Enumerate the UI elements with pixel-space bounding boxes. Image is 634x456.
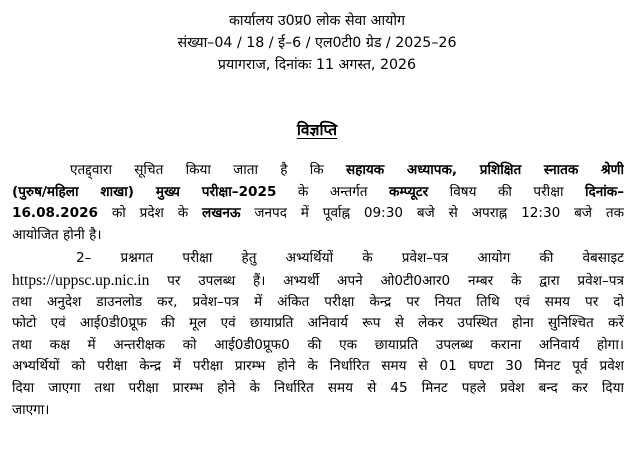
para1-line-4: आयोजित होनी है। [12, 226, 102, 243]
para2-line-2 [12, 270, 624, 292]
paragraph-2 [12, 248, 624, 421]
para1-line-3 [12, 203, 624, 225]
para2-line-4: फोटो एवं आई0डी0प्रूफ की मूल एवं छायाप्रति अनिवार्य रूप से लेकर उपस्थित होना सुनिश्चित करें [12, 315, 624, 332]
para1-line-2 [12, 182, 624, 204]
place-and-date: प्रयागराज, दिनांकः 11 अगस्त, 2026 [217, 57, 417, 73]
office-name: कार्यालय उ0प्र0 लोक सेवा आयोग [229, 13, 405, 29]
website-url: https://uppsc.up.nic.in [12, 271, 150, 289]
subject-name: कम्प्यूटर [389, 183, 429, 200]
para1-text: जनपद में पूर्वाह्न 09:30 बजे से अपराह्न 12:30 बजे तक [240, 205, 624, 222]
para2-line-5: तथा कक्ष में अन्तरीक्षक को आई0डी0प्रूफ0 की एक छायाप्रति उपलब्ध कराना अनिवार्य होगा। [12, 336, 624, 353]
para1-text: को प्रदेश के [98, 205, 202, 222]
date-label: दिनांक– [584, 183, 624, 200]
district-name: लखनऊ [201, 205, 241, 222]
para1-text: विषय की परीक्षा [428, 183, 585, 200]
post-name: सहायक अध्यापक, प्रशिक्षित स्नातक श्रेणी [345, 162, 624, 178]
notice-title [0, 119, 634, 141]
notice-body [12, 160, 624, 421]
para2-line-3: तथा अनुदेश डाउनलोड कर, प्रवेश–पत्र में अंकित परीक्षा केन्द्र पर नियत तिथि एवं समय पर दो [12, 293, 624, 310]
reference-number: संख्या–04 / 18 / ई–6 / एल0टी0 ग्रेड / 2025–26 [177, 35, 457, 51]
para1-line-1 [12, 160, 624, 182]
paragraph-1 [12, 160, 624, 246]
para1-text: के अन्तर्गत [276, 183, 390, 200]
para1-text: एतद्द्वारा सूचित किया जाता है कि [70, 162, 346, 178]
exam-date: 16.08.2026 [12, 205, 98, 222]
letterhead [0, 10, 634, 76]
para2-text: पर उपलब्ध हैं। अभ्यर्थी अपने ओ0टी0आर0 नम्बर के द्वारा प्रवेश–पत्र [149, 272, 624, 289]
exam-name: (पुरुष/महिला शाखा) मुख्य परीक्षा–2025 [12, 183, 277, 200]
para2-line-8: जाएगा। [12, 401, 50, 418]
notice-title-text: विज्ञप्ति [296, 121, 338, 139]
para2-line-1: 2– प्रश्नगत परीक्षा हेतु अभ्यर्थियों के प्रवेश–पत्र आयोग की वेबसाइट [76, 250, 624, 267]
para2-line-7: दिया जाएगा तथा परीक्षा प्रारम्भ होने के निर्धारित समय से 45 मिनट पहले प्रवेश बन्द कर दिया [12, 379, 624, 396]
para2-line-6: अभ्यर्थियों को परीक्षा केन्द्र में परीक्षा प्रारम्भ होने के निर्धारित समय से 01 घण्टा 30 मिनट पूर्व प्रवेश [12, 358, 624, 375]
